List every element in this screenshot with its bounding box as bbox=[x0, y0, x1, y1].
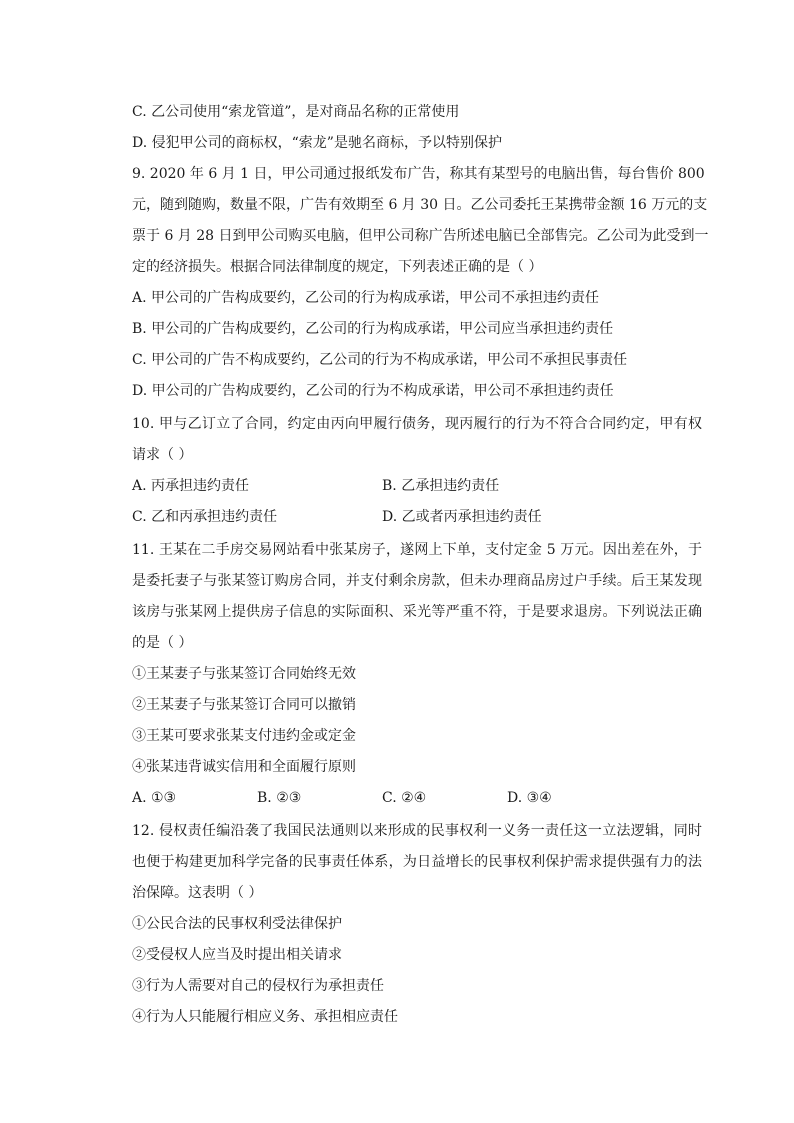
q12-stem-line-2: 也便于构建更加科学完备的民事责任体系，为日益增长的民事权利保护需求提供强有力的法 bbox=[132, 854, 702, 870]
q10-option-c: C. 乙和丙承担违约责任 bbox=[132, 509, 278, 525]
q10-stem-line-1: 10. 甲与乙订立了合同，约定由丙向甲履行债务，现丙履行的行为不符合合同约定，甲有权 bbox=[132, 416, 702, 432]
q12-statement-1: ①公民合法的民事权利受法律保护 bbox=[132, 916, 342, 932]
q10-option-b: B. 乙承担违约责任 bbox=[382, 478, 500, 494]
q9-stem-line-3: 票于 6 月 28 日到甲公司购买电脑，但甲公司称广告所述电脑已全部售完。乙公司为此受到一 bbox=[132, 228, 709, 244]
q8-option-c: C. 乙公司使用“索龙管道”，是对商品名称的正常使用 bbox=[132, 104, 460, 120]
q11-option-c: C. ②④ bbox=[382, 790, 427, 806]
q12-stem-line-3: 治保障。这表明（ ） bbox=[132, 885, 263, 901]
q12-statement-3: ③行为人需要对自己的侵权行为承担责任 bbox=[132, 978, 384, 994]
q12-statement-2: ②受侵权人应当及时提出相关请求 bbox=[132, 947, 342, 963]
q11-option-d: D. ③④ bbox=[507, 790, 552, 806]
q9-option-c: C. 甲公司的广告不构成要约，乙公司的行为不构成承诺，甲公司不承担民事责任 bbox=[132, 352, 628, 368]
q9-stem-line-1: 9. 2020 年 6 月 1 日，甲公司通过报纸发布广告，称其有某型号的电脑出售，每台售价 800 bbox=[132, 166, 705, 182]
q11-option-a: A. ①③ bbox=[132, 790, 177, 806]
q9-stem-line-2: 元，随到随购，数量不限，广告有效期至 6 月 30 日。乙公司委托王某携带金额 16 万元的支 bbox=[132, 197, 708, 213]
q11-stem-line-4: 的是（ ） bbox=[132, 635, 193, 651]
q9-stem-line-4: 定的经济损失。根据合同法律制度的规定，下列表述正确的是（ ） bbox=[132, 259, 543, 275]
q9-option-b: B. 甲公司的广告构成要约，乙公司的行为构成承诺，甲公司应当承担违约责任 bbox=[132, 321, 614, 337]
q11-stem-line-1: 11. 王某在二手房交易网站看中张某房子，遂网上下单，支付定金 5 万元。因出差在外，于 bbox=[132, 542, 702, 558]
q11-statement-2: ②王某妻子与张某签订合同可以撤销 bbox=[132, 697, 356, 713]
q12-stem-line-1: 12. 侵权责任编沿袭了我国民法通则以来形成的民事权利一义务一责任这一立法逻辑，同时 bbox=[132, 823, 702, 839]
q8-option-d: D. 侵犯甲公司的商标权，“索龙”是驰名商标，予以特别保护 bbox=[132, 135, 502, 151]
q10-stem-line-2: 请求（ ） bbox=[132, 447, 193, 463]
q12-statement-4: ④行为人只能履行相应义务、承担相应责任 bbox=[132, 1009, 398, 1025]
q11-stem-line-3: 该房与张某网上提供房子信息的实际面积、采光等严重不符，于是要求退房。下列说法正确 bbox=[132, 604, 702, 620]
q10-options-row-2 bbox=[132, 507, 702, 527]
q11-option-b: B. ②③ bbox=[257, 790, 302, 806]
q10-option-d: D. 乙或者丙承担违约责任 bbox=[382, 509, 542, 525]
q11-statement-1: ①王某妻子与张某签订合同始终无效 bbox=[132, 666, 356, 682]
q9-option-d: D. 甲公司的广告构成要约，乙公司的行为不构成承诺，甲公司不承担违约责任 bbox=[132, 383, 614, 399]
q10-options-row-1 bbox=[132, 476, 702, 496]
q10-option-a: A. 丙承担违约责任 bbox=[132, 478, 250, 494]
q11-stem-line-2: 是委托妻子与张某签订购房合同，并支付剩余房款，但未办理商品房过户手续。后王某发现 bbox=[132, 573, 702, 589]
q11-statement-4: ④张某违背诚实信用和全面履行原则 bbox=[132, 759, 356, 775]
q11-statement-3: ③王某可要求张某支付违约金或定金 bbox=[132, 728, 356, 744]
q9-option-a: A. 甲公司的广告构成要约，乙公司的行为构成承诺，甲公司不承担违约责任 bbox=[132, 290, 600, 306]
